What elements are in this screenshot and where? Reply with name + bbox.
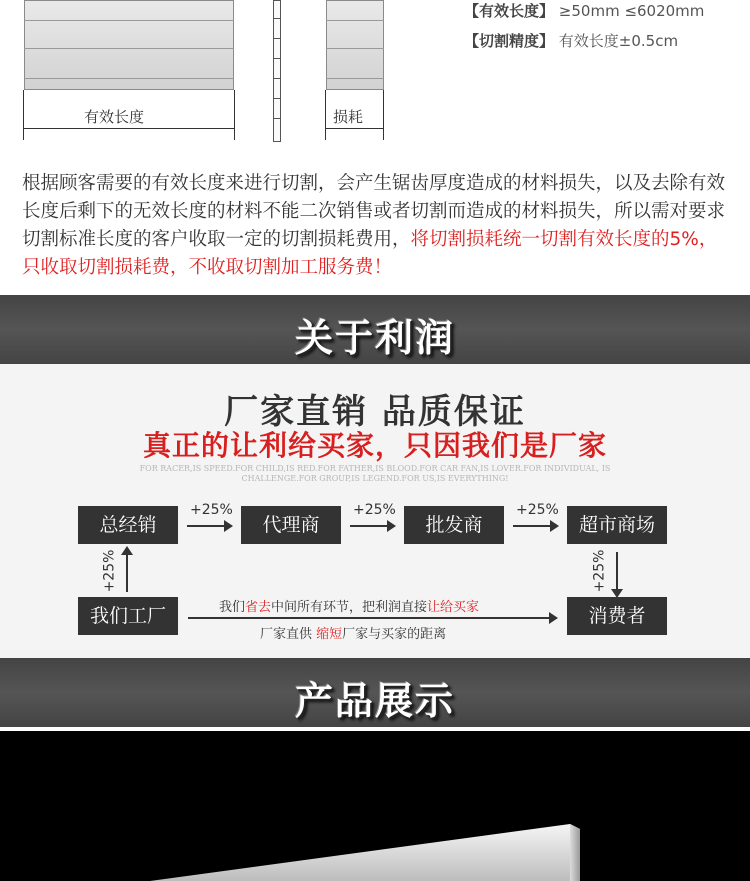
section-banner-profit xyxy=(0,295,750,364)
profile-loss xyxy=(326,0,384,90)
arrow-right-icon xyxy=(350,525,394,527)
description-text: 根据顾客需要的有效长度来进行切割，会产生锯齿厚度造成的材料损失，以及去除有效长度后剩下的无效长度的材料不能二次销售或者切割而造成的材料损失，所以需对要求切割标准长度的客户收取一定的切割损耗费用， xyxy=(22,173,726,250)
cutting-description xyxy=(22,170,732,282)
cutting-diagram xyxy=(0,0,750,160)
aluminum-profile-image xyxy=(0,731,750,881)
saw-blade xyxy=(273,0,281,142)
profile-effective xyxy=(24,0,234,90)
arrow-right-icon xyxy=(187,525,231,527)
profit-heading: 厂家直销 品质保证 xyxy=(224,392,526,432)
section-banner-product xyxy=(0,658,750,727)
box-agent: 代理商 xyxy=(241,506,341,544)
spec-effective-length: 【有效长度】 ≥50mm ≤6020mm xyxy=(464,2,705,20)
markup-label: +25% xyxy=(591,549,608,593)
profit-note-1: 我们省去中间所有环节，把利润直接让给买家 xyxy=(219,600,480,615)
profit-section xyxy=(0,364,750,658)
markup-label: +25% xyxy=(516,502,559,518)
arrow-right-icon xyxy=(188,617,556,619)
arrow-up-icon xyxy=(126,554,128,592)
markup-label: +25% xyxy=(190,502,233,518)
box-wholesaler: 批发商 xyxy=(404,506,504,544)
box-supermarket: 超市商场 xyxy=(567,506,667,544)
markup-label: +25% xyxy=(353,502,396,518)
box-general-distributor: 总经销 xyxy=(78,506,178,544)
profit-note-2: 厂家直供 缩短厂家与买家的距离 xyxy=(260,627,447,642)
spec-cut-precision: 【切割精度】 有效长度±0.5cm xyxy=(464,32,679,50)
loss-label: 损耗 xyxy=(333,108,364,126)
markup-label: +25% xyxy=(101,549,118,593)
arrow-down-icon xyxy=(616,552,618,590)
arrow-right-icon xyxy=(513,525,557,527)
description-highlight: 将切割损耗统一切割有效长度的5%，只收取切割损耗费，不收取切割加工服务费！ xyxy=(22,229,718,278)
product-photo xyxy=(0,731,750,881)
effective-length-label: 有效长度 xyxy=(84,108,145,126)
section-title-product: 产品展示 xyxy=(294,679,455,723)
section-title-profit: 关于利润 xyxy=(294,316,455,360)
english-slogan: FOR RACER,IS SPEED.FOR CHILD,IS RED.FOR FATHER,IS BLOOD.FOR CAR FAN,IS LOVER.FOR INDIVIDUAL, IS CHALLENGE.FOR GROUP,IS LEGEND.FOR US,IS EVERYTHING! xyxy=(139,464,611,483)
box-consumer: 消费者 xyxy=(567,597,667,635)
profit-subheading: 真正的让利给买家，只因我们是厂家 xyxy=(142,429,607,462)
box-factory: 我们工厂 xyxy=(78,597,178,635)
